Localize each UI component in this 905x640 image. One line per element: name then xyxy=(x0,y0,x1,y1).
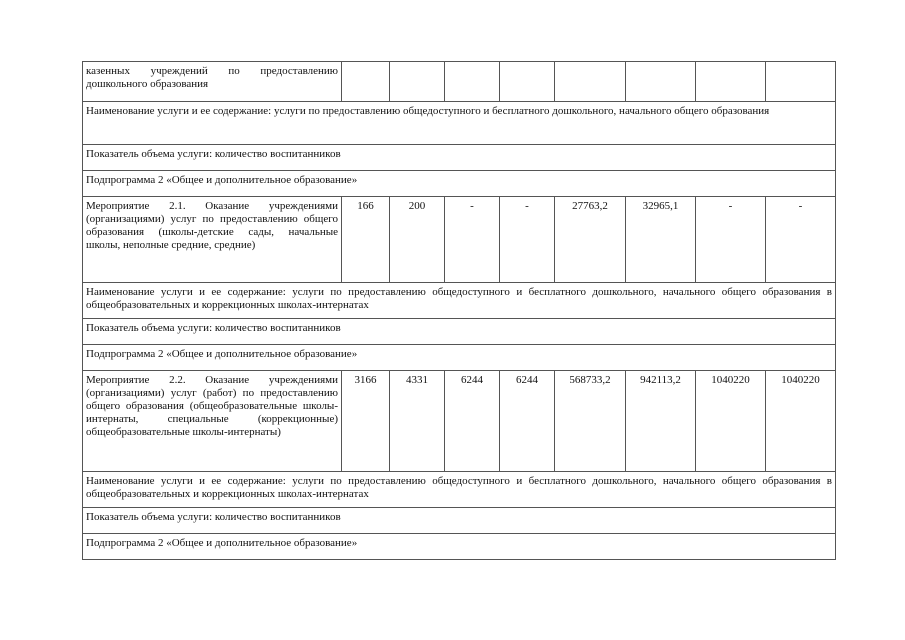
value-cell xyxy=(766,62,836,102)
value-cell: 32965,1 xyxy=(626,197,696,283)
service-description: Наименование услуги и ее содержание: услуги по предоставлению общедоступного и бесплатного дошкольного, начального общего образования xyxy=(83,102,836,145)
value-cell: 942113,2 xyxy=(626,371,696,472)
service-description-row xyxy=(83,472,836,508)
value-cell: 1040220 xyxy=(766,371,836,472)
value-cell: - xyxy=(500,197,555,283)
value-cell: 4331 xyxy=(390,371,445,472)
value-cell: - xyxy=(445,197,500,283)
measure-name-cell: казенных учреждений по предоставлению дошкольного образования xyxy=(83,62,342,102)
volume-indicator-row xyxy=(83,319,836,345)
value-cell xyxy=(555,62,626,102)
measure-name-cell: Мероприятие 2.1. Оказание учреждениями (организациями) услуг по предоставлению общего образования (школы-детские сады, начальные школы, неполные средние, средние) xyxy=(83,197,342,283)
table-row xyxy=(83,62,836,102)
measure-name-cell: Мероприятие 2.2. Оказание учреждениями (организациями) услуг (работ) по предоставлению общего образования (общеобразовательные школы-интернаты, специальные (коррекционные) общеобразовательные школы-интернаты) xyxy=(83,371,342,472)
measure-row xyxy=(83,371,836,472)
services-table xyxy=(82,61,836,560)
volume-indicator: Показатель объема услуги: количество воспитанников xyxy=(83,508,836,534)
subprogram-row xyxy=(83,345,836,371)
value-cell: 6244 xyxy=(445,371,500,472)
service-description: Наименование услуги и ее содержание: услуги по предоставлению общедоступного и бесплатного дошкольного, начального общего образования в общеобразовательных и коррекционных школах-интернатах xyxy=(83,472,836,508)
subprogram-title: Подпрограмма 2 «Общее и дополнительное образование» xyxy=(83,534,836,560)
value-cell xyxy=(445,62,500,102)
measure-row xyxy=(83,197,836,283)
subprogram-title: Подпрограмма 2 «Общее и дополнительное образование» xyxy=(83,345,836,371)
volume-indicator: Показатель объема услуги: количество воспитанников xyxy=(83,145,836,171)
value-cell: 1040220 xyxy=(696,371,766,472)
value-cell xyxy=(390,62,445,102)
subprogram-row xyxy=(83,534,836,560)
volume-indicator: Показатель объема услуги: количество воспитанников xyxy=(83,319,836,345)
value-cell xyxy=(342,62,390,102)
value-cell xyxy=(696,62,766,102)
value-cell: 27763,2 xyxy=(555,197,626,283)
value-cell: 200 xyxy=(390,197,445,283)
subprogram-row xyxy=(83,171,836,197)
service-description-row xyxy=(83,102,836,145)
value-cell: - xyxy=(696,197,766,283)
value-cell: - xyxy=(766,197,836,283)
value-cell: 568733,2 xyxy=(555,371,626,472)
value-cell xyxy=(626,62,696,102)
value-cell: 3166 xyxy=(342,371,390,472)
volume-indicator-row xyxy=(83,145,836,171)
service-description-row xyxy=(83,283,836,319)
volume-indicator-row xyxy=(83,508,836,534)
value-cell xyxy=(500,62,555,102)
value-cell: 6244 xyxy=(500,371,555,472)
subprogram-title: Подпрограмма 2 «Общее и дополнительное образование» xyxy=(83,171,836,197)
service-description: Наименование услуги и ее содержание: услуги по предоставлению общедоступного и бесплатного дошкольного, начального общего образования в общеобразовательных и коррекционных школах-интернатах xyxy=(83,283,836,319)
value-cell: 166 xyxy=(342,197,390,283)
